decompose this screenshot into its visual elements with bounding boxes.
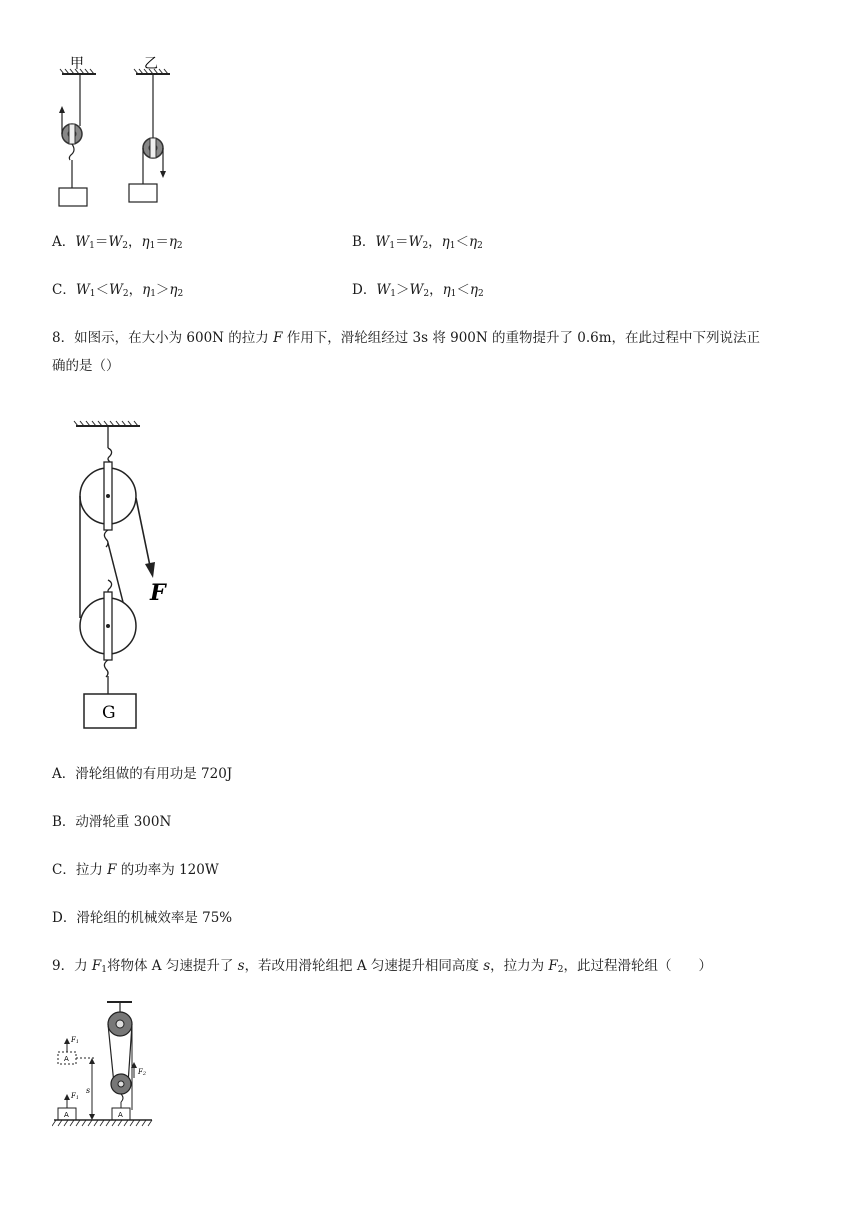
q7-label-jia: 甲	[70, 56, 84, 72]
q8-stem: 8．如图示，在大小为 600N 的拉力 F 作用下，滑轮组经过 3s 将 900N 的重物提升了 0.6m，在此过程中下列说法正 确的是（）	[52, 330, 761, 374]
q7-option-a: A．$W_1=W_2$，$\eta_1=\eta_2$	[52, 234, 183, 251]
q8-option-d: D．滑轮组的机械效率是 75%	[52, 910, 233, 926]
q7-option-d: D．$W_1>W_2$，$\eta_1<\eta_2$	[352, 282, 484, 299]
svg-text:F1: F1	[71, 1036, 80, 1045]
svg-text:A: A	[64, 1111, 69, 1119]
q9-pulley-figure	[52, 1000, 162, 1132]
q8-fig-weight-label: G	[102, 703, 116, 723]
q8-option-b: B．动滑轮重 300N	[52, 814, 172, 830]
q8-option-c: C．拉力 F 的功率为 120W	[52, 862, 219, 878]
q8-option-a: A．滑轮组做的有用功是 720J	[52, 766, 233, 782]
svg-text:F2: F2	[138, 1068, 147, 1077]
q8-fig-force-label: F	[150, 580, 166, 606]
svg-text:A: A	[64, 1055, 69, 1063]
svg-text:s: s	[86, 1086, 91, 1095]
svg-text:F1: F1	[71, 1092, 80, 1101]
q7-option-c: C．$W_1<W_2$，$\eta_1>\eta_2$	[52, 282, 184, 299]
q9-stem: 9．力 $F_1$将物体 A 匀速提升了 s，若改用滑轮组把 A 匀速提升相同高度 s，拉力为 $F_2$，此过程滑轮组（ ）	[52, 958, 713, 975]
svg-text:A: A	[118, 1111, 123, 1119]
q7-label-yi: 乙	[144, 56, 158, 72]
q7-pulley-figure	[50, 52, 180, 212]
q7-option-b: B．$W_1=W_2$，$\eta_1<\eta_2$	[352, 234, 483, 251]
q8-pulley-figure	[68, 418, 188, 738]
